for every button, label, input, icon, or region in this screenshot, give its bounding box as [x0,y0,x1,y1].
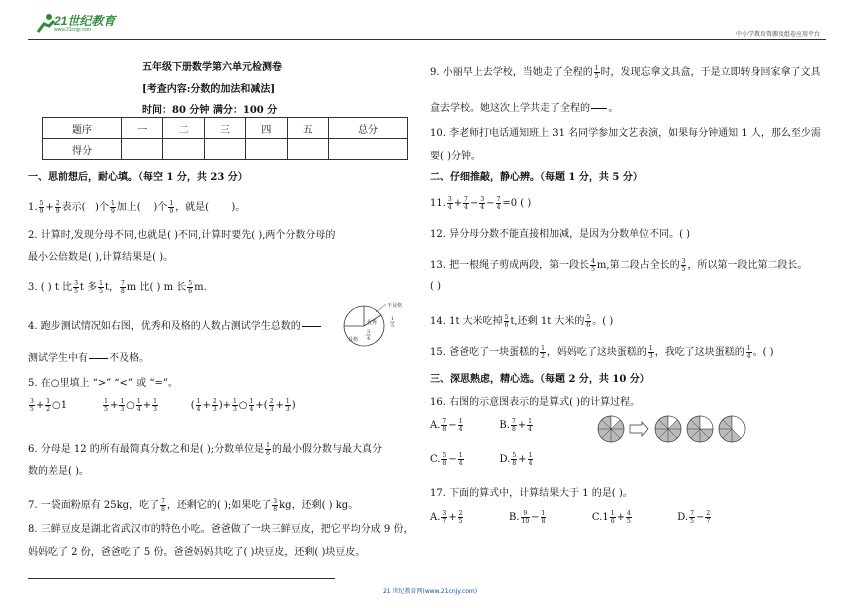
question-1: 1. $\frac{5}{9}$ + $\frac{2}{9}$ 表示( )个 $\frac{1}{9}$ 加上( )个 $\frac{1}{9}$ ，就是( )。 [28,200,246,215]
question-15: 15. 爸爸吃了一块蛋糕的 $\frac{1}{2}$ ，妈妈吃了这块蛋糕的 $\frac{1}{3}$ ，我吃了这块蛋糕的 $\frac{1}{4}$ 。( ) [430,345,774,360]
score-row-label: 得分 [43,139,122,160]
section3-title: 三、深思熟虑，精心选。（每题 2 分，共 10 分） [430,374,650,385]
paper-time: 时间：80 分钟 满分：100 分 [142,105,278,116]
score-header-cell: 五 [287,118,328,139]
question-5: 5. 在○里填上 “>” “<” 或 “=”。 [28,378,178,389]
question-16: 16. 右图的示意图表示的是算式( )的计算过程。 [430,397,641,408]
question-10-line2: 要( )分钟。 [430,151,481,162]
svg-text:3: 3 [367,329,371,335]
question-7: 7. 一袋面粉原有 25kg，吃了 $\frac{7}{8}$ ，还剩它的( );如果吃了 $\frac{3}{8}$ kg，还剩( ) kg。 [28,498,359,513]
choice-c[interactable]: C.1 $\frac{1}{6}$ + $\frac{4}{5}$ [591,510,631,525]
choice-b[interactable]: B. $\frac{9}{10}$ − $\frac{1}{8}$ [508,510,546,525]
question-12: 12. 异分母分数不能直接相加减，是因为分数单位不同。( ) [430,229,691,240]
question-5-items: $\frac{3}{5}$ + $\frac{1}{2}$ ○1 $\frac{1}{5}$ + $\frac{1}{3}$ ○ $\frac{1}{4}$ + $\frac{1}{3}$ ( $\frac{1}{4}$ + $\frac{2}{3}$ )+ $\frac{1}{3}$ ○ $\frac{1}{4}$ +( $\frac{2}{3}$ + $\frac{1}{3}$ ) [30,398,296,413]
score-cell[interactable] [246,139,287,160]
footer-divider [28,578,335,579]
choice-c[interactable]: C. $\frac{5}{8}$ − $\frac{1}{4}$ [430,452,463,467]
platform-name: 中小学教育资源及组卷应用平台 [735,31,820,38]
q16-choices-row1 [430,418,534,433]
question-6-line2: 数的差是( )。 [28,466,89,477]
score-header-cell: 一 [122,118,163,139]
score-header-cell: 题序 [43,118,122,139]
question-4-line2: 测试学生中有 不及格。 [28,348,149,369]
score-cell[interactable] [204,139,245,160]
pie-label-pass: 及格 [348,337,359,343]
svg-text:4: 4 [367,336,371,342]
question-2-line2: 最小公倍数是( ),计算结果是( )。 [28,252,174,263]
score-cell[interactable] [328,139,407,160]
question-11: 11. $\frac{3}{4}$ + $\frac{7}{4}$ − $\frac{3}{4}$ − $\frac{7}{4}$ =0 ( ) [430,196,532,211]
question-8-line1: 8. 三鲜豆皮是湖北省武汉市的特色小吃。爸爸做了一块三鲜豆皮，把它平均分成 9 份， [28,524,414,535]
svg-text:1: 1 [391,316,395,322]
choice-b[interactable]: B. $\frac{7}{8}$ + $\frac{1}{4}$ [499,418,532,433]
score-header-cell: 四 [246,118,287,139]
q4-pie-chart [342,300,412,352]
pie-label-excellent: 优秀 [367,320,378,326]
svg-text:5: 5 [391,323,395,329]
footer-source[interactable]: 21 世纪教育网(www.21cnjy.com) [382,588,478,595]
circle-after [687,416,713,442]
section2-title: 二、仔细推敲，静心辨。（每题 1 分，共 5 分） [430,172,643,183]
question-13-answer[interactable]: ( ) [430,281,441,292]
score-table [42,117,408,160]
question-3: 3. ( ) t 比 $\frac{3}{5}$ t 多 $\frac{1}{5}$ t， $\frac{7}{8}$ m 比( ) m 长 $\frac{5}{6}$ m. [28,280,207,295]
question-6-line1: 6. 分母是 12 的所有最简真分数之和是( );分数单位是 $\frac{1}{6}$ 的最小假分数与最大真分 [28,442,382,457]
question-14: 14. 1t 大米吃掉 $\frac{5}{6}$ t,还剩 1t 大米的 $\frac{5}{6}$ 。( ) [430,314,614,329]
question-9-line2: 盒去学校。她这次上学共走了全程的 。 [430,98,618,119]
logo-url: www.21cnjy.com [54,27,91,33]
question-4-line1: 4. 跑步测试情况如右图，优秀和及格的人数占测试学生总数的 [28,316,322,337]
score-cell[interactable] [163,139,204,160]
logo-text: 21世纪教育 [54,14,116,28]
header-divider [28,39,826,40]
pie-label-fail: 不及格 [387,303,403,309]
paper-title: 五年级下册数学第六单元检测卷 [142,62,282,73]
score-cell[interactable] [287,139,328,160]
choice-d[interactable]: D. $\frac{5}{8}$ + $\frac{1}{4}$ [499,452,533,467]
choice-d[interactable]: D. $\frac{7}{5}$ − $\frac{2}{7}$ [677,510,711,525]
arrow-icon [630,422,648,436]
circle-before [598,416,624,442]
section1-title: 一、思前想后，耐心填。（每空 1 分，共 23 分） [28,172,248,183]
circle-result [719,416,745,442]
circle-middle [655,416,681,442]
score-header-cell: 三 [204,118,245,139]
question-8-line2: 妈妈吃了 2 份，爸爸吃了 5 份。爸爸妈妈共吃了( )块豆皮，还剩( )块豆皮。 [28,547,366,558]
question-17: 17. 下面的算式中，计算结果大于 1 的是( )。 [430,488,633,499]
question-10-line1: 10. 李老师打电话通知班上 31 名同学参加文艺表演，如果每分钟通知 1 人，那么至少需 [430,128,821,139]
q16-diagram [596,414,762,444]
question-9-line1: 9. 小丽早上去学校，当她走了全程的 $\frac{1}{5}$ 时，发现忘拿文具盒，于是立即转身回家拿了文具 [430,65,821,80]
q16-choices-row2 [430,452,534,467]
score-header-cell: 二 [163,118,204,139]
question-13: 13. 把一根绳子剪成两段，第一段长 $\frac{4}{5}$ m,第二段占全长的 $\frac{3}{5}$ ，所以第一段比第二段长。 [430,258,808,273]
score-cell[interactable] [122,139,163,160]
paper-subtitle: [考查内容:分数的加法和减法] [142,84,276,95]
question-2-line1: 2. 计算时,发现分母不同,也就是( )不同,计算时要先( ),两个分数分母的 [28,230,336,241]
q17-choices [430,510,712,525]
choice-a[interactable]: A. $\frac{7}{8}$ − $\frac{1}{4}$ [430,418,463,433]
choice-a[interactable]: A. $\frac{3}{7}$ + $\frac{2}{5}$ [430,510,463,525]
score-header-cell: 总分 [328,118,407,139]
